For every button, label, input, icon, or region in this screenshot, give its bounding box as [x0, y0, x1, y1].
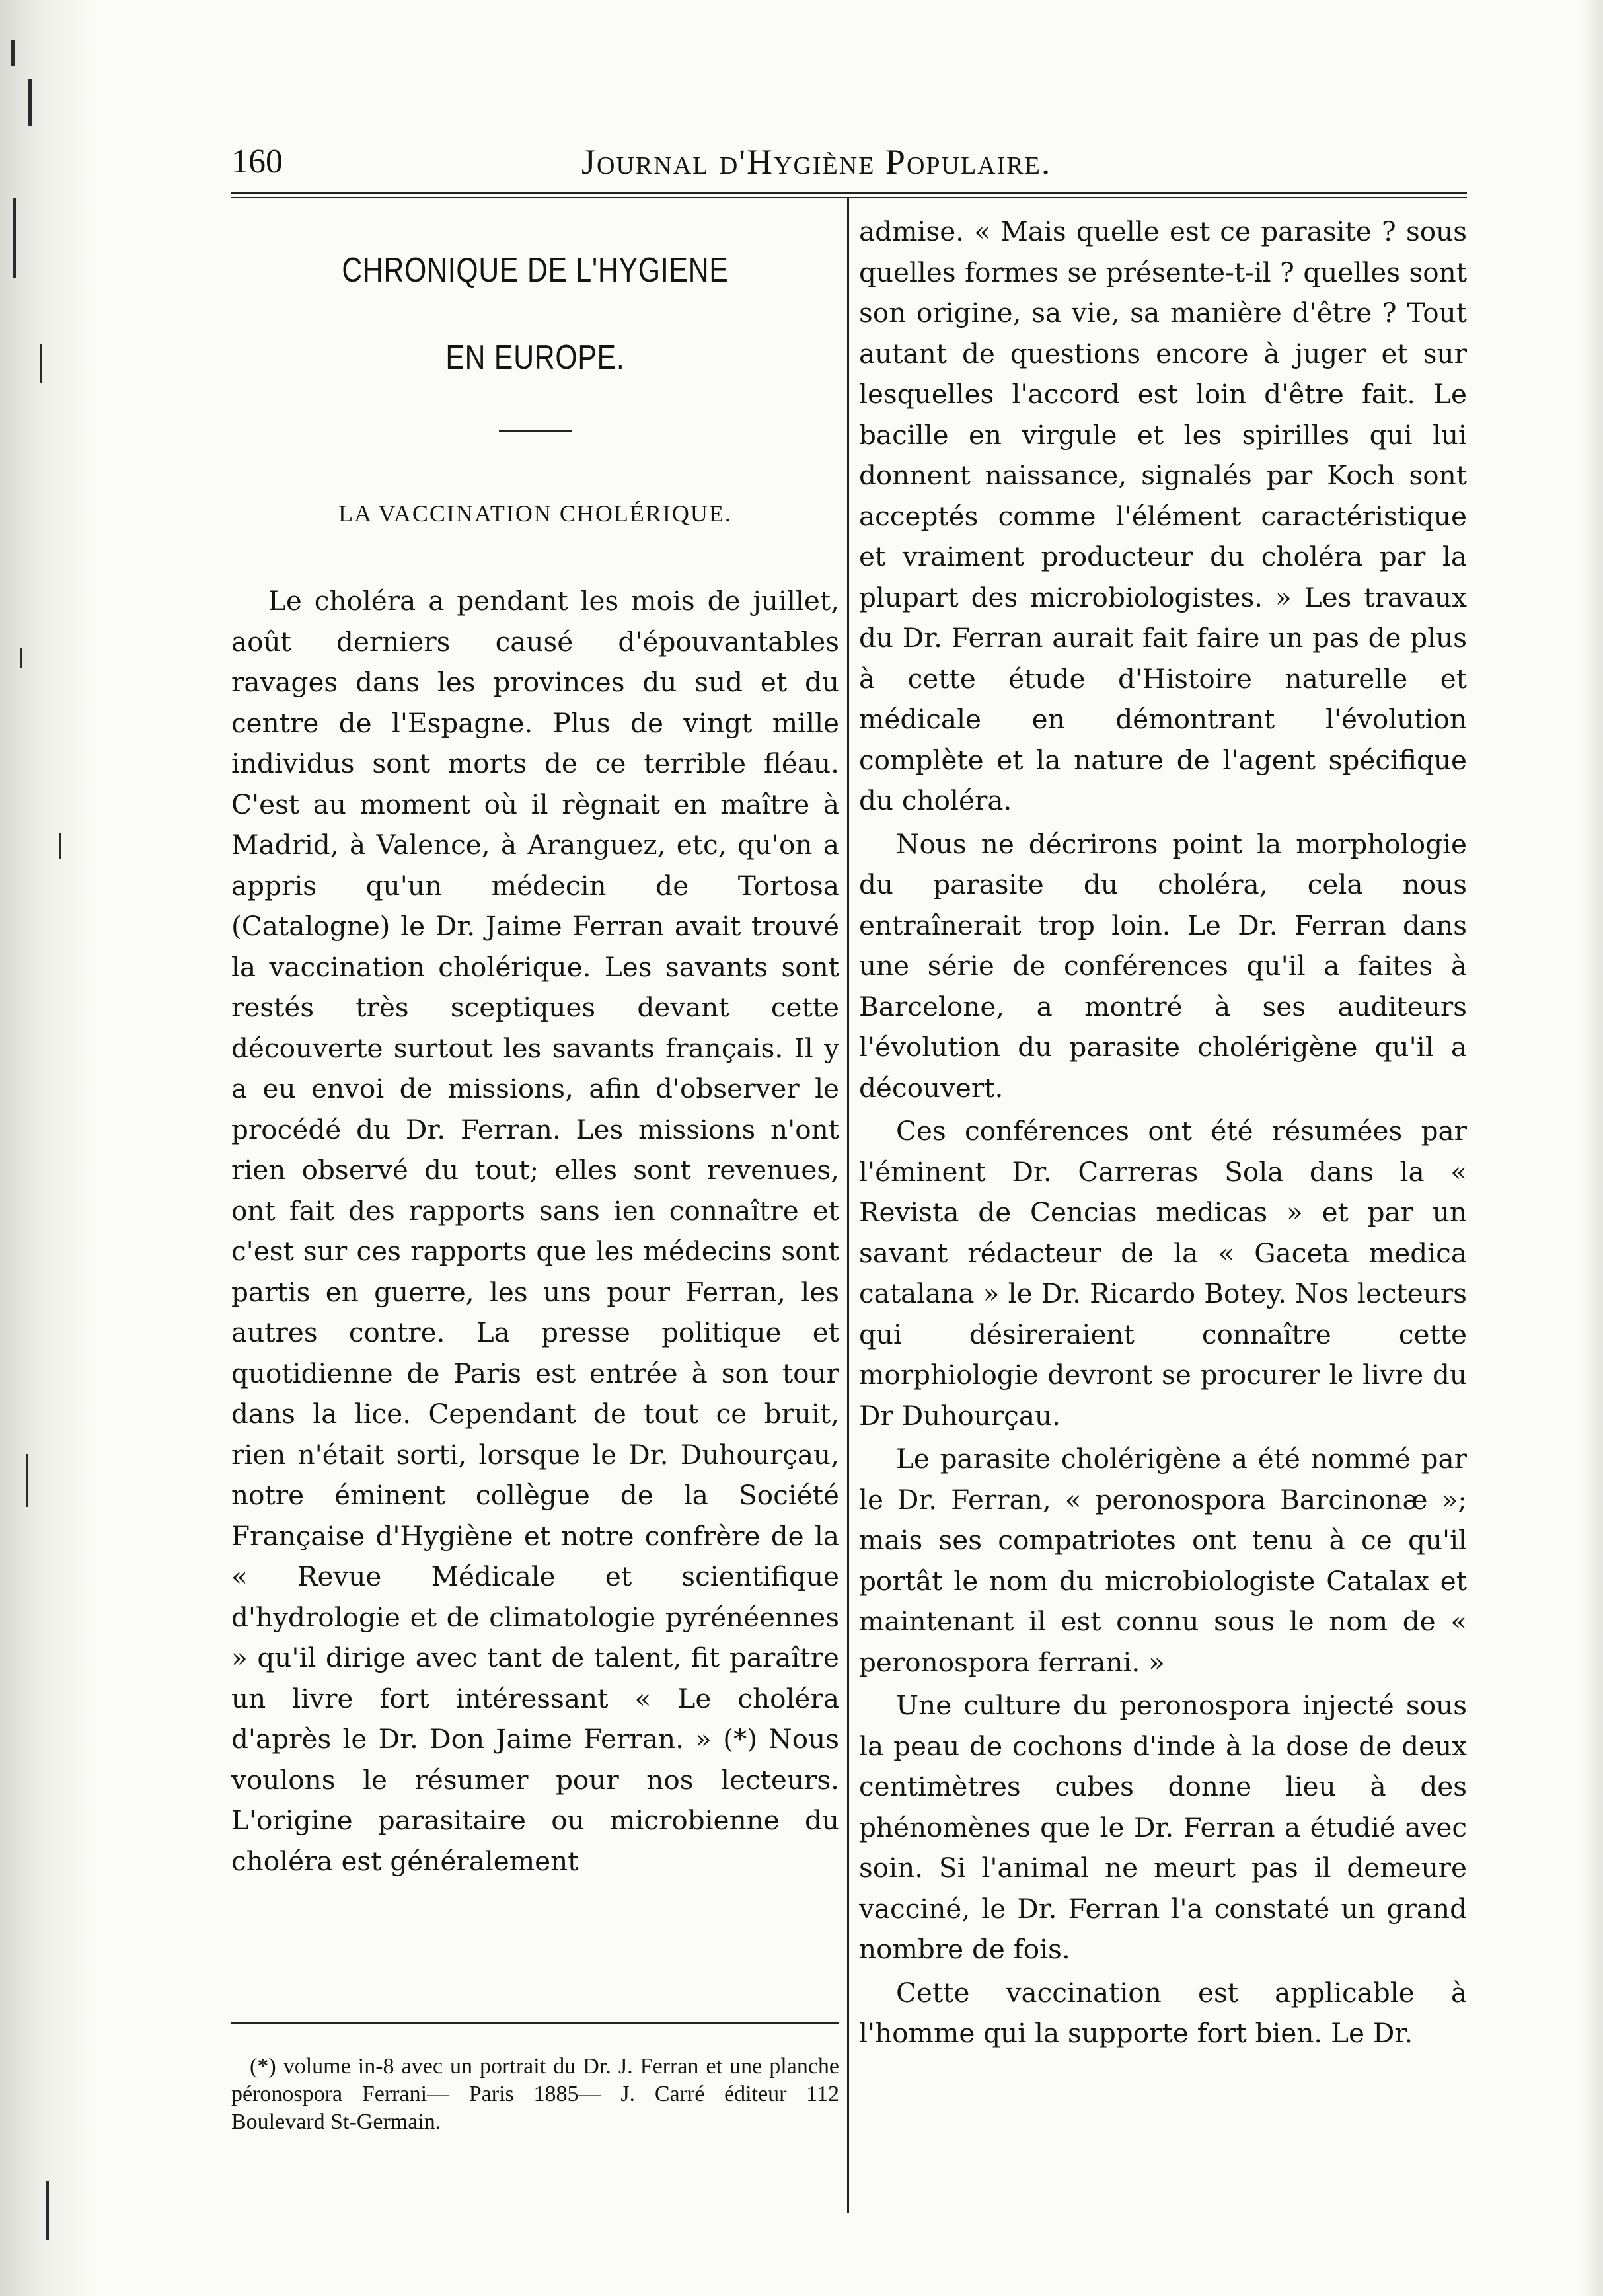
left-body-text: [231, 581, 839, 1882]
running-head: [231, 139, 1467, 192]
scan-speck: [59, 833, 61, 859]
scan-speck: [11, 40, 15, 66]
scan-speck: [28, 79, 32, 126]
scan-speck: [40, 344, 42, 383]
paragraph: Une culture du peronospora injecté sous la peau de cochons d'inde à la dose de deux centimètres cubes donne lieu à des phénomènes que le Dr. Ferran a étudié avec soin. Si l'animal ne meurt pas il demeure vacciné, le Dr. Ferran l'a constaté un grand nombre de fois.: [859, 1689, 1467, 1965]
title-separator-rule: [499, 430, 572, 432]
footnote: (*) volume in-8 avec un portrait du Dr. J. Ferran et une planche péronospora Ferrani— Paris 1885— J. Carré éditeur 112 Boulevard St-Germain.: [231, 2054, 839, 2134]
journal-title: Journal d'Hygiène Populaire.: [581, 142, 1052, 182]
scan-left-edge: [0, 0, 99, 2296]
footnote-rule: [231, 2022, 839, 2024]
article-subheading: LA VACCINATION CHOLÉRIQUE.: [338, 500, 732, 527]
paragraph: Le choléra a pendant les mois de juillet, août derniers causé d'épouvantables ravages dans les provinces du sud et du centre de l'Espagne. Plus de vingt mille individus sont morts de ce terrible fléau. C'est au moment où il règnait en maître à Madrid, à Valence, à Aranguez, etc, qu'on a appris qu'un médecin de Tortosa (Catalogne) le Dr. Jaime Ferran avait trouvé la vaccination cholérique. Les savants sont restés très sceptiques devant cette découverte surtout les savants français. Il y a eu envoi de missions, afin d'observer le procédé du Dr. Ferran. Les missions n'ont rien observé du tout; elles sont revenues, ont fait des rapports sans ien connaître et c'est sur ces rapports que les médecins sont partis en guerre, les uns pour Ferran, les autres contre. La presse politique et quotidienne de Paris est entrée à son tour dans la lice. Cependant de tout ce bruit, rien n'était sorti, lorsque le Dr. Duhourçau, notre éminent collègue de la Société Française d'Hygiène et notre confrère de la « Revue Médicale et scientifique d'hydrologie et de climatologie pyrénéennes » qu'il dirige avec tant de talent, fit paraître un livre fort intéressant « Le choléra d'après le Dr. Don Jaime Ferran. » (*) Nous voulons le résumer pour nos lecteurs. L'origine parasitaire ou microbienne du choléra est généralement: [231, 585, 839, 1877]
paragraph: Ces conférences ont été résumées par l'éminent Dr. Carreras Sola dans la « Revista de Cencias medicas » et par un savant rédacteur de la « Gaceta medica catalana » le Dr. Ricardo Botey. Nos lecteurs qui désireraient connaître cette morphiologie devront se procurer le livre du Dr Duhourçau.: [859, 1115, 1467, 1432]
journal-page: [231, 126, 1467, 2214]
section-title-line2: EN EUROPE.: [445, 338, 625, 377]
section-title-line1: CHRONIQUE DE L'HYGIENE: [342, 251, 729, 289]
column-divider: [847, 197, 849, 2213]
right-body-text: [859, 211, 1467, 2054]
scan-speck: [13, 198, 16, 278]
left-column: [231, 211, 839, 1882]
scan-speck: [26, 1454, 28, 1507]
paragraph: admise. « Mais quelle est ce parasite ? sous quelles formes se présente-t-il ? quelles sont son origine, sa vie, sa manière d'être ? Tout autant de questions encore à juger et sur lesquelles l'accord est loin d'être fait. Le bacille en virgule et les spirilles qui lui donnent naissance, signalés par Koch sont acceptés comme l'élément caractéristique et vraiment producteur du choléra par la plupart des microbiologistes. » Les travaux du Dr. Ferran aurait fait faire un pas de plus à cette étude d'Histoire naturelle et médicale en démontrant l'évolution complète et la nature de l'agent spécifique du choléra.: [859, 215, 1467, 816]
scan-right-edge: [1581, 0, 1603, 2296]
paragraph: Nous ne décrirons point la morphologie du parasite du choléra, cela nous entraînerait trop loin. Le Dr. Ferran dans une série de conférences qu'il a faites à Barcelone, a montré à ses auditeurs l'évolution du parasite cholérigène qu'il a découvert.: [859, 827, 1467, 1104]
page-number: 160: [231, 143, 283, 180]
scan-speck: [20, 648, 22, 668]
right-column: [859, 211, 1467, 2054]
paragraph: Le parasite cholérigène a été nommé par le Dr. Ferran, « peronospora Barcinonæ »; mais ses compatriotes ont tenu à ce qu'il portât le nom du microbiologiste Catalax et maintenant il est connu sous le nom de « peronospora ferrani. »: [859, 1443, 1467, 1678]
scan-speck: [46, 2181, 49, 2240]
header-double-rule: [231, 192, 1467, 198]
paragraph: Cette vaccination est applicable à l'homme qui la supporte fort bien. Le Dr.: [859, 1976, 1467, 2049]
